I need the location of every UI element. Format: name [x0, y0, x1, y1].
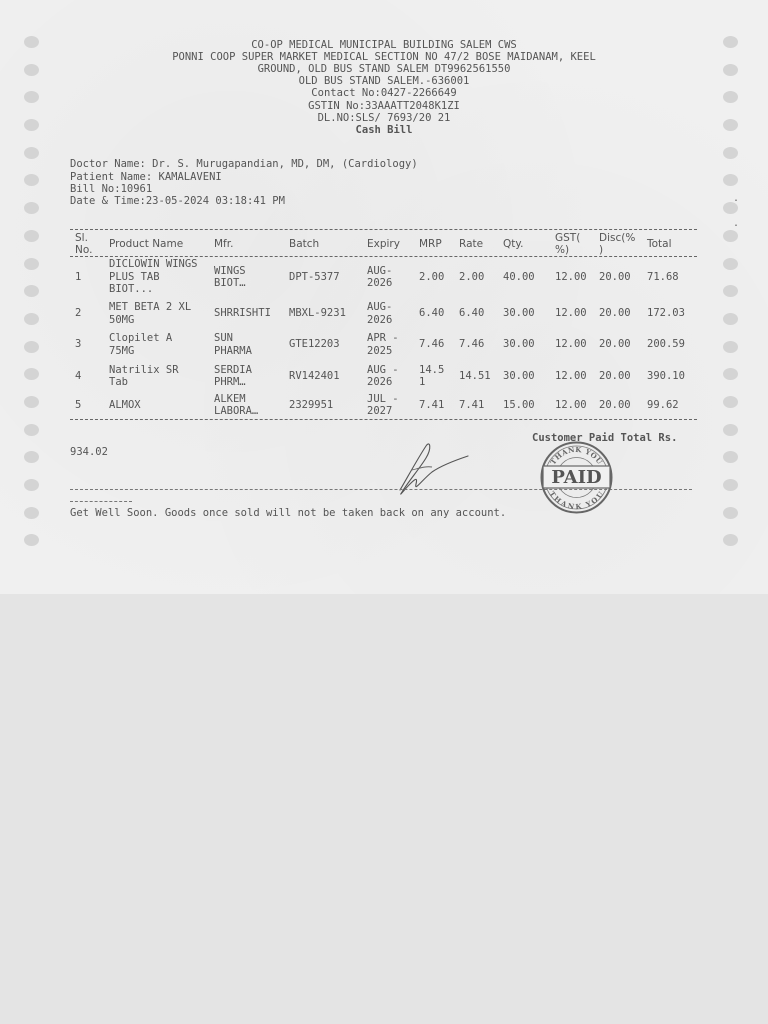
cell-total: 172.03 — [647, 307, 685, 320]
table-top-rule — [70, 229, 697, 230]
cell-gst: 12.00 — [555, 369, 587, 382]
cell-product-name: ALMOX — [109, 398, 141, 411]
cell-rate: 6.40 — [459, 307, 485, 320]
doctor-name: Doctor Name: Dr. S. Murugapandian, MD, DM, (Cardiology) — [70, 158, 418, 170]
cell-mfr: SUN PHARMA — [214, 332, 252, 357]
cell-sl-no: 3 — [75, 338, 82, 351]
cell-qty: 30.00 — [503, 338, 535, 351]
bill-number: Bill No:10961 — [70, 183, 153, 195]
column-header-mrp: MRP — [419, 238, 442, 250]
cell-mfr: SHRRISHTI — [214, 307, 271, 320]
cell-mrp: 6.40 — [419, 307, 445, 320]
paid-stamp-label: PAID — [551, 467, 602, 488]
cell-rate: 2.00 — [459, 270, 485, 283]
column-header-sl-no: Sl. No. — [75, 232, 93, 256]
cell-sl-no: 1 — [75, 270, 82, 283]
cell-qty: 15.00 — [503, 398, 535, 411]
cell-sl-no: 2 — [75, 307, 82, 320]
contact-number: Contact No:0427-2266649 — [311, 87, 457, 99]
column-header-qty: Qty. — [503, 238, 524, 250]
cell-product-name: MET BETA 2 XL 50MG — [109, 301, 192, 326]
stray-mark: . — [733, 218, 740, 229]
column-header-gst: GST( %) — [555, 232, 581, 256]
column-header-expiry: Expiry — [367, 238, 400, 250]
table-row — [70, 298, 697, 329]
cell-gst: 12.00 — [555, 338, 587, 351]
column-header-product-name: Product Name — [109, 238, 184, 250]
stray-mark: . — [733, 193, 740, 204]
table-row — [70, 329, 697, 360]
store-address-line-2: GROUND, OLD BUS STAND SALEM DT9962561550 — [257, 63, 511, 75]
cell-disc: 20.00 — [599, 270, 631, 283]
column-header-batch: Batch — [289, 238, 320, 250]
cell-gst: 12.00 — [555, 307, 587, 320]
footer-separator-continuation — [70, 501, 132, 502]
total-amount: 934.02 — [70, 446, 108, 458]
table-bottom-rule — [70, 419, 697, 420]
cell-qty: 30.00 — [503, 307, 535, 320]
cell-sl-no: 5 — [75, 398, 82, 411]
cell-product-name: DICLOWIN WINGS PLUS TAB BIOT... — [109, 258, 198, 296]
cell-rate: 14.51 — [459, 369, 491, 382]
cell-mfr: WINGS BIOT… — [214, 264, 246, 289]
cell-batch: GTE12203 — [289, 338, 340, 351]
svg-text:THANK YOU: THANK YOU — [548, 444, 605, 467]
cell-disc: 20.00 — [599, 398, 631, 411]
cell-total: 200.59 — [647, 338, 685, 351]
cell-expiry: JUL - 2027 — [367, 392, 399, 417]
paid-stamp — [539, 440, 614, 515]
cell-disc: 20.00 — [599, 369, 631, 382]
items-table — [70, 232, 697, 418]
cell-expiry: AUG - 2026 — [367, 363, 399, 388]
cell-mfr: SERDIA PHRM… — [214, 363, 252, 388]
cell-sl-no: 4 — [75, 369, 82, 382]
column-header-rate: Rate — [459, 238, 484, 250]
cell-total: 99.62 — [647, 398, 679, 411]
cell-product-name: Clopilet A 75MG — [109, 332, 173, 357]
cell-rate: 7.46 — [459, 338, 485, 351]
svg-text:THANK YOU: THANK YOU — [547, 489, 606, 512]
bill-type: Cash Bill — [355, 124, 413, 136]
date-time: Date & Time:23-05-2024 03:18:41 PM — [70, 195, 285, 207]
cell-mrp: 2.00 — [419, 270, 445, 283]
table-row — [70, 360, 697, 392]
footer-note: Get Well Soon. Goods once sold will not be taken back on any account. — [70, 507, 507, 519]
cell-product-name: Natrilix SR Tab — [109, 363, 179, 388]
total-label: Customer Paid Total Rs. — [532, 432, 678, 444]
table-header-row — [70, 232, 697, 256]
cell-expiry: APR - 2025 — [367, 332, 399, 357]
cell-qty: 30.00 — [503, 369, 535, 382]
column-header-mfr: Mfr. — [214, 238, 234, 250]
cell-expiry: AUG- 2026 — [367, 301, 393, 326]
table-row — [70, 392, 697, 418]
store-address-line-1: PONNI COOP SUPER MARKET MEDICAL SECTION NO 47/2 BOSE MAIDANAM, KEEL — [172, 51, 596, 63]
cell-gst: 12.00 — [555, 398, 587, 411]
cell-mrp: 7.41 — [419, 398, 445, 411]
cell-mfr: ALKEM LABORA… — [214, 392, 259, 417]
column-header-disc: Disc(% ) — [599, 232, 636, 256]
cell-total: 390.10 — [647, 369, 685, 382]
table-row — [70, 256, 697, 298]
cell-batch: MBXL-9231 — [289, 307, 346, 320]
patient-name: Patient Name: KAMALAVENI — [70, 171, 222, 183]
gstin-number: GSTIN No:33AAATT2048K1ZI — [308, 100, 460, 112]
cell-disc: 20.00 — [599, 338, 631, 351]
cell-gst: 12.00 — [555, 270, 587, 283]
cell-batch: RV142401 — [289, 369, 340, 382]
cell-batch: 2329951 — [289, 398, 334, 411]
cell-disc: 20.00 — [599, 307, 631, 320]
cell-mrp: 7.46 — [419, 338, 445, 351]
cell-qty: 40.00 — [503, 270, 535, 283]
column-header-total: Total — [647, 238, 672, 250]
cell-mrp: 14.5 1 — [419, 363, 445, 388]
store-city: OLD BUS STAND SALEM.-636001 — [298, 75, 470, 87]
dl-number: DL.NO:SLS/ 7693/20 21 — [317, 112, 451, 124]
cell-batch: DPT-5377 — [289, 270, 340, 283]
store-name: CO-OP MEDICAL MUNICIPAL BUILDING SALEM CWS — [251, 39, 517, 51]
cell-expiry: AUG- 2026 — [367, 264, 393, 289]
cell-rate: 7.41 — [459, 398, 485, 411]
cell-total: 71.68 — [647, 270, 679, 283]
